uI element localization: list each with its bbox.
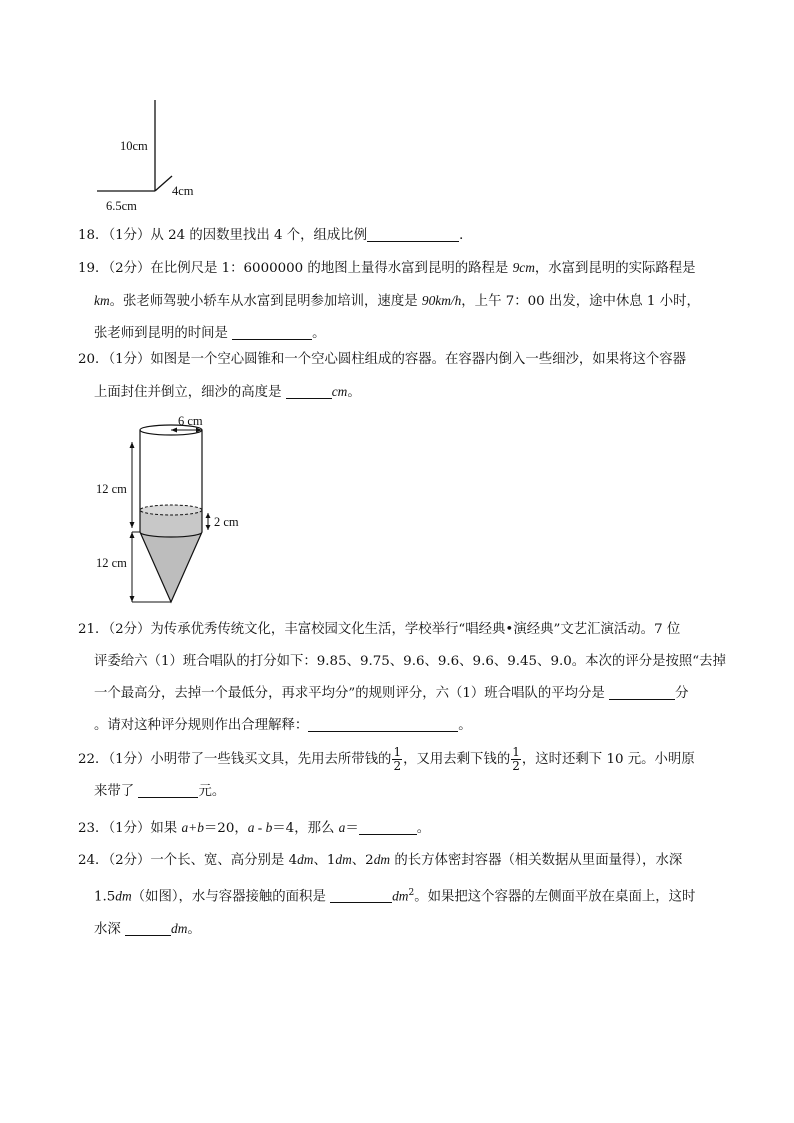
height-label: 10cm (120, 139, 148, 153)
q19-distance: 9cm (512, 260, 535, 275)
q24-text-6: 。如果把这个容器的左侧面平放在桌面上，这时 (414, 889, 696, 905)
fraction-denominator-2: 2 (512, 759, 520, 773)
q24-unit-4: dm (115, 888, 132, 904)
diameter-label: 6 cm (178, 414, 203, 428)
q18-end: ． (459, 228, 473, 243)
q24-end: 。 (187, 922, 201, 938)
cone-height-label: 12 cm (96, 556, 127, 570)
question-24 (78, 844, 720, 946)
q24-depth: 1.5 (94, 889, 116, 905)
q19-text-4: ，上午 7：00 出发，途中休息 1 小时， (461, 294, 700, 309)
q19-text-2: ，水富到昆明的实际路程是 (534, 261, 696, 276)
q22-text-4: 来带了 (94, 784, 139, 799)
q20-unit: cm (331, 384, 348, 399)
q22-end: 元。 (198, 784, 226, 799)
q23-sum-expr: a+b (181, 820, 204, 835)
q20-answer-blank[interactable] (286, 384, 332, 399)
q24-text-1: 24．（2分）一个长、宽、高分别是 4 (78, 853, 298, 868)
q23-text-2: ＝20， (203, 821, 248, 836)
question-20 (78, 344, 720, 409)
q18-text: 18．（1分）从 24 的因数里找出 4 个，组成比例 (78, 228, 368, 243)
q21-text-1: 21．（2分）为传承优秀传统文化，丰富校园文化生活，学校举行“唱经典•演经典”文艺汇演活动。7 位 (78, 622, 681, 637)
question-23 (78, 812, 720, 845)
q19-speed: 90km/h (421, 293, 462, 308)
q21-text-2: 评委给六（1）班合唱队的打分如下：9.85、9.75、9.6、9.6、9.6、9.45、9.0。本次的评分是按照“去掉 (94, 654, 726, 669)
q24-text-4: 的长方体密封容器（相关数据从里面量得），水深 (390, 853, 683, 868)
question-18 (78, 220, 720, 252)
q23-text-3: ＝4，那么 (272, 821, 339, 836)
q21-score-blank[interactable] (609, 685, 675, 700)
q20-text-1: 20．（1分）如图是一个空心圆锥和一个空心圆柱组成的容器。在容器内倒入一些细沙，如果将这个容器 (78, 352, 687, 367)
q24-text-2: 、1 (313, 853, 336, 868)
q18-answer-blank[interactable] (367, 227, 459, 242)
cylinder-height-label: 12 cm (96, 482, 127, 496)
q20-end: 。 (347, 385, 361, 400)
q19-text-1: 19．（2分）在比例尺是 1：6000000 的地图上量得水富到昆明的路程是 (78, 261, 513, 276)
q24-text-7: 水深 (94, 922, 126, 938)
question-19 (78, 252, 720, 350)
q22-text-1: 22．（1分）小明带了一些钱买文具，先用去所带钱的 (78, 752, 392, 767)
q24-text-5: （如图），水与容器接触的面积是 (131, 889, 331, 905)
q21-text-4: 。请对这种评分规则作出合理解释： (94, 718, 309, 733)
q19-answer-blank[interactable] (232, 325, 312, 340)
question-21 (78, 614, 726, 742)
fraction-numerator-2: 1 (512, 745, 520, 759)
q24-unit-3: dm (373, 852, 391, 867)
q23-end: 。 (416, 821, 431, 836)
q19-text-5: 张老师到昆明的时间是 (94, 326, 233, 341)
q24-area-blank[interactable] (330, 888, 392, 903)
box-figure (92, 98, 212, 214)
depth-label: 4cm (172, 184, 194, 198)
q23-text-1: 23．（1分）如果 (78, 821, 182, 836)
q21-unit: 分 (675, 686, 689, 701)
q19-unit-km: km (94, 293, 110, 308)
q23-answer-blank[interactable] (359, 820, 417, 835)
q24-unit-5: dm (392, 888, 409, 904)
q21-text-3: 一个最高分，去掉一个最低分，再求平均分”的规则评分，六（1）班合唱队的平均分是 (94, 686, 610, 701)
width-label: 6.5cm (106, 199, 137, 213)
fraction-denominator: 2 (393, 759, 402, 773)
container-figure (92, 412, 252, 608)
q22-text-3: ，这时还剩下 10 元。小明原 (521, 752, 695, 767)
question-22 (78, 744, 720, 808)
q19-text-3: 。张老师驾驶小轿车从水富到昆明参加培训，速度是 (109, 294, 422, 309)
q24-text-3: 、2 (351, 853, 374, 868)
q24-unit-2: dm (335, 852, 352, 867)
q22-answer-blank[interactable] (138, 783, 198, 798)
q21-end: 。 (458, 718, 472, 733)
sand-height-label: 2 cm (214, 515, 239, 529)
q23-diff-expr: a - b (247, 820, 273, 835)
container-figure-drawing (92, 412, 252, 608)
q19-end: 。 (312, 326, 326, 341)
q23-var-a: a (338, 820, 346, 835)
fraction-one-half-2 (511, 746, 521, 773)
q21-reason-blank[interactable] (308, 717, 458, 732)
fraction-one-half (392, 746, 402, 773)
q20-text-2: 上面封住并倒立，细沙的高度是 (94, 385, 286, 400)
q24-unit-6: dm (171, 921, 188, 937)
q24-unit-1: dm (297, 852, 314, 867)
q23-equals: ＝ (345, 821, 359, 836)
q22-text-2: ，又用去剩下钱的 (403, 752, 511, 767)
box-figure-drawing (92, 98, 212, 214)
q24-square-sup: 2 (408, 888, 415, 898)
fraction-numerator: 1 (393, 745, 402, 759)
q24-depth-blank[interactable] (125, 921, 171, 936)
